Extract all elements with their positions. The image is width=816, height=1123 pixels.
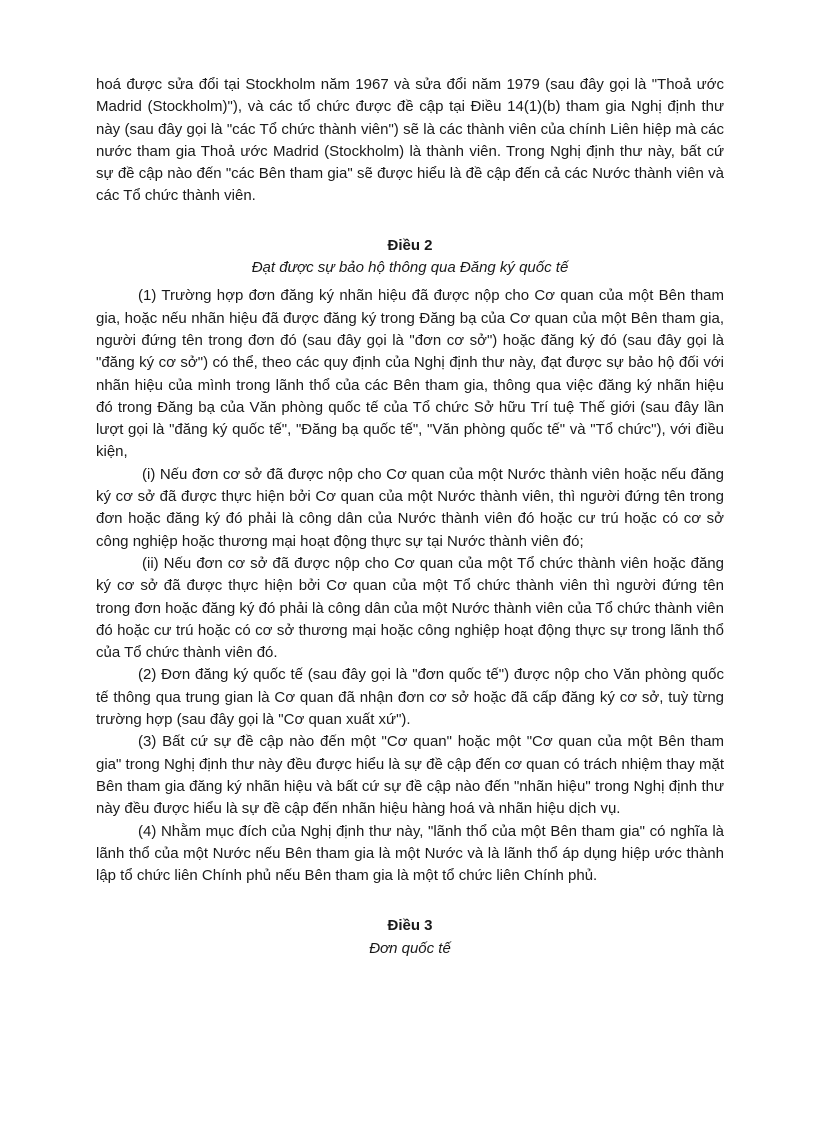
article-2-subtitle: Đạt được sự bảo hộ thông qua Đăng ký quốc tế — [251, 259, 569, 277]
article-2-paragraph-4: (4) Nhằm mục đích của Nghị định thư này, "lãnh thổ của một Bên tham gia" có nghĩa là lãnh thổ của một Nước nếu Bên tham gia là một Nước và là lãnh thổ áp dụng hiệp ước thành lập tổ chức liên Chính phủ nếu Bên tham gia là một tổ chức liên Chính phủ. — [96, 822, 724, 885]
article-2-paragraph-3: (3) Bất cứ sự đề cập nào đến một "Cơ quan" hoặc một "Cơ quan của một Bên tham gia" trong Nghị định thư này đều được hiểu là sự đề cập đến cơ quan có trách nhiệm thay mặt Bên tham gia đăng ký nhãn hiệu và bất cứ sự đề cập nào đến "nhãn hiệu" trong Nghị định thư này đều được hiểu là sự đề cập đến nhãn hiệu hàng hoá và nhãn hiệu dịch vụ. — [96, 733, 724, 818]
article-3-subtitle: Đơn quốc tế — [369, 939, 451, 957]
article-2-item-ii: (ii) Nếu đơn cơ sở đã được nộp cho Cơ quan của một Tổ chức thành viên hoặc đăng ký cơ sở đã được thực hiện bởi Cơ quan của một Tổ chức thành viên thì người đứng tên trong đơn hoặc đăng ký đó phải là công dân của một Nước thành viên của Tổ chức thành viên đó hoặc cư trú hoặc có cơ sở thương mại hoặc công nghiệp hoạt động thực sự trong lãnh thổ của Tổ chức thành viên đó. — [96, 554, 724, 662]
article-3-heading: Điều 3 — [387, 917, 433, 935]
article-2-paragraph-2: (2) Đơn đăng ký quốc tế (sau đây gọi là "đơn quốc tế") được nộp cho Văn phòng quốc tế thông qua trung gian là Cơ quan đã nhận đơn cơ sở hoặc đã cấp đăng ký cơ sở, tuỳ từng trường hợp (sau đây gọi là "Cơ quan xuất xứ"). — [96, 666, 724, 729]
document-page — [96, 74, 724, 960]
article-2-item-i: (i) Nếu đơn cơ sở đã được nộp cho Cơ quan của một Nước thành viên hoặc nếu đăng ký cơ sở đã được thực hiện bởi Cơ quan của một Nước thành viên, thì người đứng tên trong đơn hoặc đăng ký đó phải là công dân của Nước thành viên đó hoặc cư trú hoặc có cơ sở công nghiệp hoặc thương mại hoạt động thực sự tại Nước thành viên đó; — [96, 465, 724, 550]
article-2-heading: Điều 2 — [387, 236, 433, 254]
article-2-paragraph-1: (1) Trường hợp đơn đăng ký nhãn hiệu đã được nộp cho Cơ quan của một Bên tham gia, hoặc nếu nhãn hiệu đã được đăng ký trong Đăng bạ của Cơ quan của một Bên tham gia, người đứng tên trong đơn đó (sau đây gọi là "đơn cơ sở") hoặc đăng ký đó (sau đây gọi là "đăng ký cơ sở") có thể, theo các quy định của Nghị định thư này, đạt được sự bảo hộ đối với nhãn hiệu của mình trong lãnh thổ của các Bên tham gia, thông qua việc đăng ký nhãn hiệu đó trong Đăng bạ của Văn phòng quốc tế của Tổ chức Sở hữu Trí tuệ Thế giới (sau đây lần lượt gọi là "đăng ký quốc tế", "Đăng bạ quốc tế", "Văn phòng quốc tế" và "Tổ chức"), với điều kiện, — [96, 287, 724, 461]
intro-paragraph: hoá được sửa đổi tại Stockholm năm 1967 và sửa đổi năm 1979 (sau đây gọi là "Thoả ước Madrid (Stockholm)"), và các tổ chức được đề cập tại Điều 14(1)(b) tham gia Nghị định thư này (sau đây gọi là "các Tổ chức thành viên") sẽ là các thành viên của chính Liên hiệp mà các nước tham gia Thoả ước Madrid (Stockholm) là thành viên. Trong Nghị định thư này, bất cứ sự đề cập nào đến "các Bên tham gia" sẽ được hiểu là đề cập đến cả các Nước thành viên và các Tổ chức thành viên. — [96, 76, 724, 205]
